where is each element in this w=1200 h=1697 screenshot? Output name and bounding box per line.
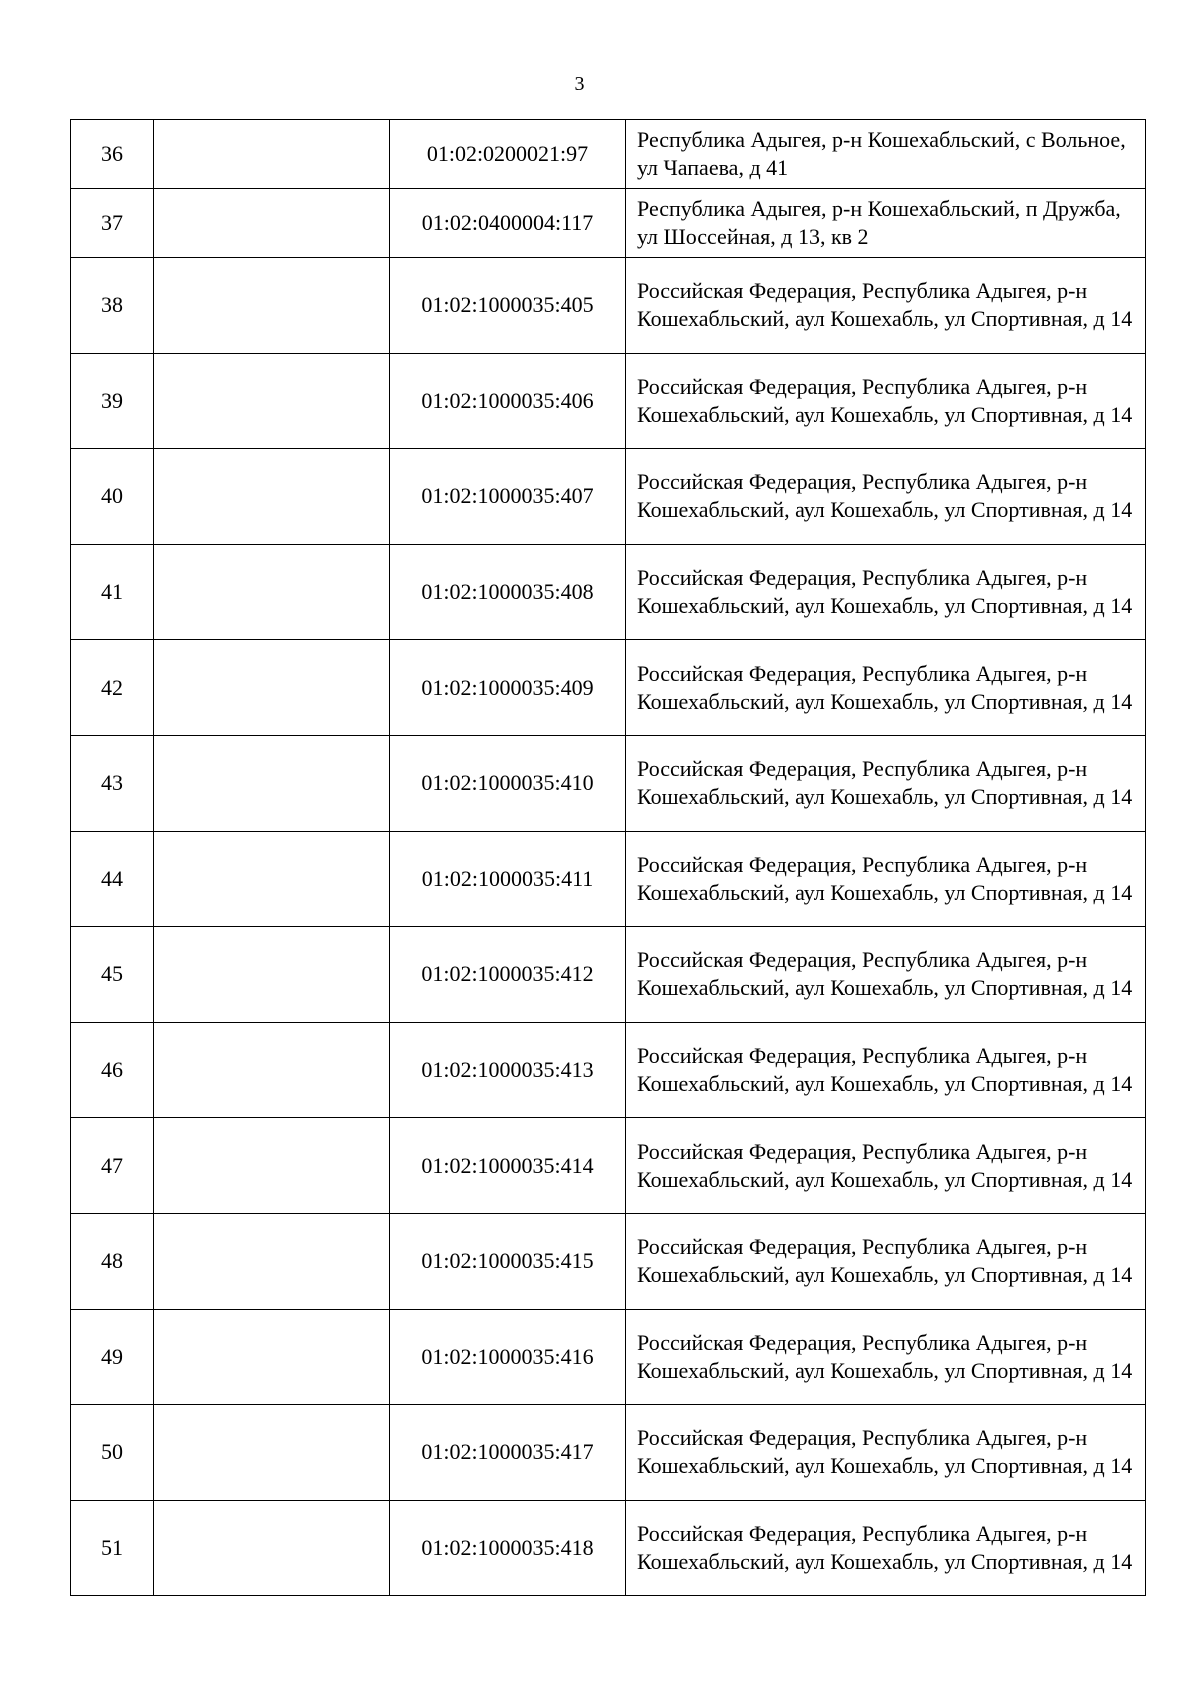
table-row	[71, 1022, 1146, 1118]
cadastral-number: 01:02:1000035:410	[390, 735, 626, 831]
page-number: 3	[574, 73, 585, 95]
row-number: 37	[71, 189, 154, 258]
row-number: 43	[71, 735, 154, 831]
row-number: 49	[71, 1309, 154, 1405]
address: Российская Федерация, Республика Адыгея, р-н Кошехабльский, аул Кошехабль, ул Спортивная, д 14	[626, 258, 1146, 354]
empty-cell	[154, 831, 390, 927]
cadastral-number: 01:02:0200021:97	[390, 120, 626, 189]
table-row	[71, 1118, 1146, 1214]
cadastral-number: 01:02:1000035:407	[390, 449, 626, 545]
empty-cell	[154, 1118, 390, 1214]
address: Российская Федерация, Республика Адыгея, р-н Кошехабльский, аул Кошехабль, ул Спортивная, д 14	[626, 1022, 1146, 1118]
address: Российская Федерация, Республика Адыгея, р-н Кошехабльский, аул Кошехабль, ул Спортивная, д 14	[626, 1309, 1146, 1405]
empty-cell	[154, 544, 390, 640]
table-row	[71, 640, 1146, 736]
empty-cell	[154, 735, 390, 831]
cadastral-number: 01:02:1000035:412	[390, 927, 626, 1023]
empty-cell	[154, 640, 390, 736]
row-number: 41	[71, 544, 154, 640]
cadastral-number: 01:02:1000035:413	[390, 1022, 626, 1118]
address: Республика Адыгея, р-н Кошехабльский, п Дружба, ул Шоссейная, д 13, кв 2	[626, 189, 1146, 258]
table-row	[71, 1500, 1146, 1596]
row-number: 44	[71, 831, 154, 927]
table-row	[71, 1213, 1146, 1309]
cadastral-number: 01:02:0400004:117	[390, 189, 626, 258]
cadastral-number: 01:02:1000035:418	[390, 1500, 626, 1596]
table-row	[71, 927, 1146, 1023]
empty-cell	[154, 1022, 390, 1118]
address: Российская Федерация, Республика Адыгея, р-н Кошехабльский, аул Кошехабль, ул Спортивная, д 14	[626, 735, 1146, 831]
address: Российская Федерация, Республика Адыгея, р-н Кошехабльский, аул Кошехабль, ул Спортивная, д 14	[626, 1213, 1146, 1309]
empty-cell	[154, 258, 390, 354]
table-row	[71, 544, 1146, 640]
row-number: 36	[71, 120, 154, 189]
table-row	[71, 449, 1146, 545]
row-number: 45	[71, 927, 154, 1023]
cadastral-number: 01:02:1000035:411	[390, 831, 626, 927]
address: Российская Федерация, Республика Адыгея, р-н Кошехабльский, аул Кошехабль, ул Спортивная, д 14	[626, 449, 1146, 545]
cadastral-number: 01:02:1000035:415	[390, 1213, 626, 1309]
table-row	[71, 1309, 1146, 1405]
table-row	[71, 120, 1146, 189]
property-table	[70, 119, 1146, 1596]
row-number: 38	[71, 258, 154, 354]
cadastral-number: 01:02:1000035:405	[390, 258, 626, 354]
empty-cell	[154, 1309, 390, 1405]
address: Российская Федерация, Республика Адыгея, р-н Кошехабльский, аул Кошехабль, ул Спортивная, д 14	[626, 831, 1146, 927]
table-row	[71, 831, 1146, 927]
table-row	[71, 258, 1146, 354]
empty-cell	[154, 120, 390, 189]
cadastral-number: 01:02:1000035:406	[390, 353, 626, 449]
address: Российская Федерация, Республика Адыгея, р-н Кошехабльский, аул Кошехабль, ул Спортивная, д 14	[626, 640, 1146, 736]
cadastral-number: 01:02:1000035:414	[390, 1118, 626, 1214]
empty-cell	[154, 1213, 390, 1309]
cadastral-number: 01:02:1000035:409	[390, 640, 626, 736]
row-number: 50	[71, 1405, 154, 1501]
table-row	[71, 189, 1146, 258]
address: Республика Адыгея, р-н Кошехабльский, с Вольное, ул Чапаева, д 41	[626, 120, 1146, 189]
address: Российская Федерация, Республика Адыгея, р-н Кошехабльский, аул Кошехабль, ул Спортивная, д 14	[626, 353, 1146, 449]
cadastral-number: 01:02:1000035:408	[390, 544, 626, 640]
cadastral-number: 01:02:1000035:416	[390, 1309, 626, 1405]
address: Российская Федерация, Республика Адыгея, р-н Кошехабльский, аул Кошехабль, ул Спортивная, д 14	[626, 1405, 1146, 1501]
cadastral-number: 01:02:1000035:417	[390, 1405, 626, 1501]
empty-cell	[154, 1405, 390, 1501]
table-row	[71, 353, 1146, 449]
table-row	[71, 1405, 1146, 1501]
table-row	[71, 735, 1146, 831]
address: Российская Федерация, Республика Адыгея, р-н Кошехабльский, аул Кошехабль, ул Спортивная, д 14	[626, 927, 1146, 1023]
row-number: 48	[71, 1213, 154, 1309]
address: Российская Федерация, Республика Адыгея, р-н Кошехабльский, аул Кошехабль, ул Спортивная, д 14	[626, 1500, 1146, 1596]
row-number: 51	[71, 1500, 154, 1596]
empty-cell	[154, 353, 390, 449]
address: Российская Федерация, Республика Адыгея, р-н Кошехабльский, аул Кошехабль, ул Спортивная, д 14	[626, 1118, 1146, 1214]
empty-cell	[154, 927, 390, 1023]
address: Российская Федерация, Республика Адыгея, р-н Кошехабльский, аул Кошехабль, ул Спортивная, д 14	[626, 544, 1146, 640]
row-number: 39	[71, 353, 154, 449]
empty-cell	[154, 189, 390, 258]
row-number: 46	[71, 1022, 154, 1118]
empty-cell	[154, 449, 390, 545]
row-number: 47	[71, 1118, 154, 1214]
row-number: 40	[71, 449, 154, 545]
row-number: 42	[71, 640, 154, 736]
empty-cell	[154, 1500, 390, 1596]
